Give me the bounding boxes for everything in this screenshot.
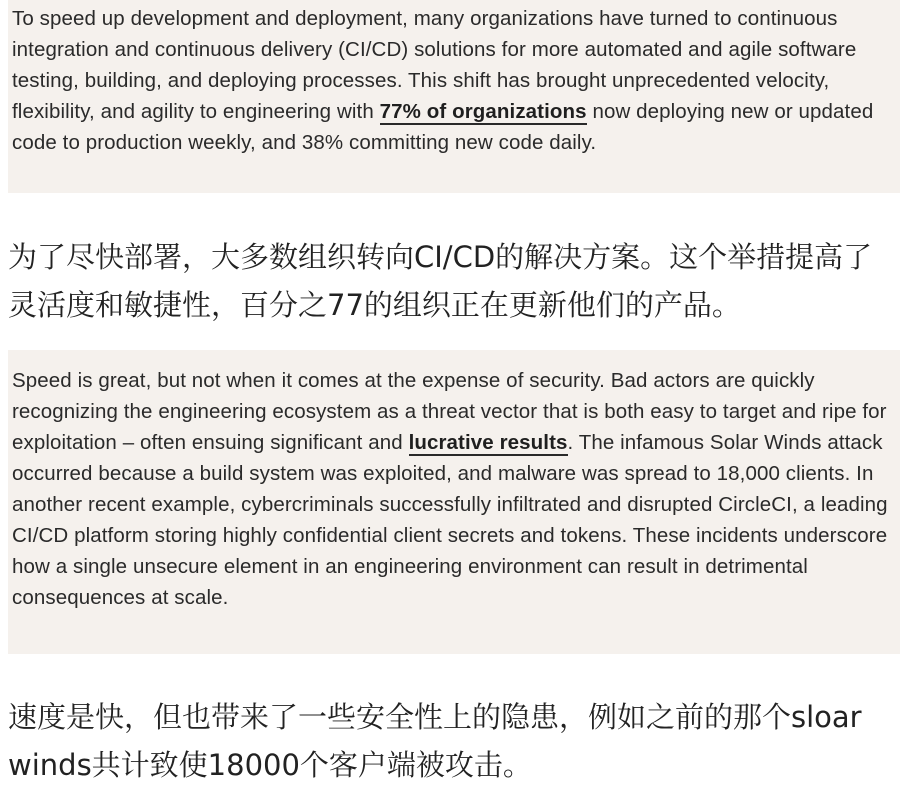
quote-2-text-before: Speed is great, but not when it comes at the expense of security. Bad actors are quickly recognizing the engineering ecosystem as a threat vector that is both easy to target and ripe for exploitation – often ensuing significant and (12, 369, 887, 454)
stat-77-percent-link[interactable]: 77% of organizations (379, 100, 587, 123)
quote-1-text-before: To speed up development and deployment, many organizations have turned to continuous integration and continuous delivery (CI/CD) solutions for more automated and agile software testing, building, and deploying processes. This shift has brought unprecedented velocity, flexibility, and agility to engineering with (12, 7, 857, 123)
chinese-summary-paragraph-1: 为了尽快部署，大多数组织转向CI/CD的解决方案。这个举措提高了灵活度和敏捷性，百分之77的组织正在更新他们的产品。 (8, 240, 873, 322)
quote-1-paragraph (12, 3, 896, 158)
english-quote-block-2 (8, 350, 900, 654)
quote-1-text-after: now deploying new or updated code to production weekly, and 38% committing new code daily. (12, 100, 874, 154)
chinese-summary-paragraph-2: 速度是快，但也带来了一些安全性上的隐患，例如之前的那个sloar winds共计致使18000个客户端被攻击。 (8, 700, 862, 782)
quote-2-paragraph (12, 365, 896, 613)
english-quote-block-1 (8, 0, 900, 193)
lucrative-results-link[interactable]: lucrative results (408, 431, 568, 454)
quote-2-text-after: . The infamous Solar Winds attack occurred because a build system was exploited, and malware was spread to 18,000 clients. In another recent example, cybercriminals successfully infiltrated and disrupted CircleCI, a leading CI/CD platform storing highly confidential client secrets and tokens. These incidents underscore how a single unsecure element in an engineering environment can result in detrimental consequences at scale. (12, 431, 888, 609)
